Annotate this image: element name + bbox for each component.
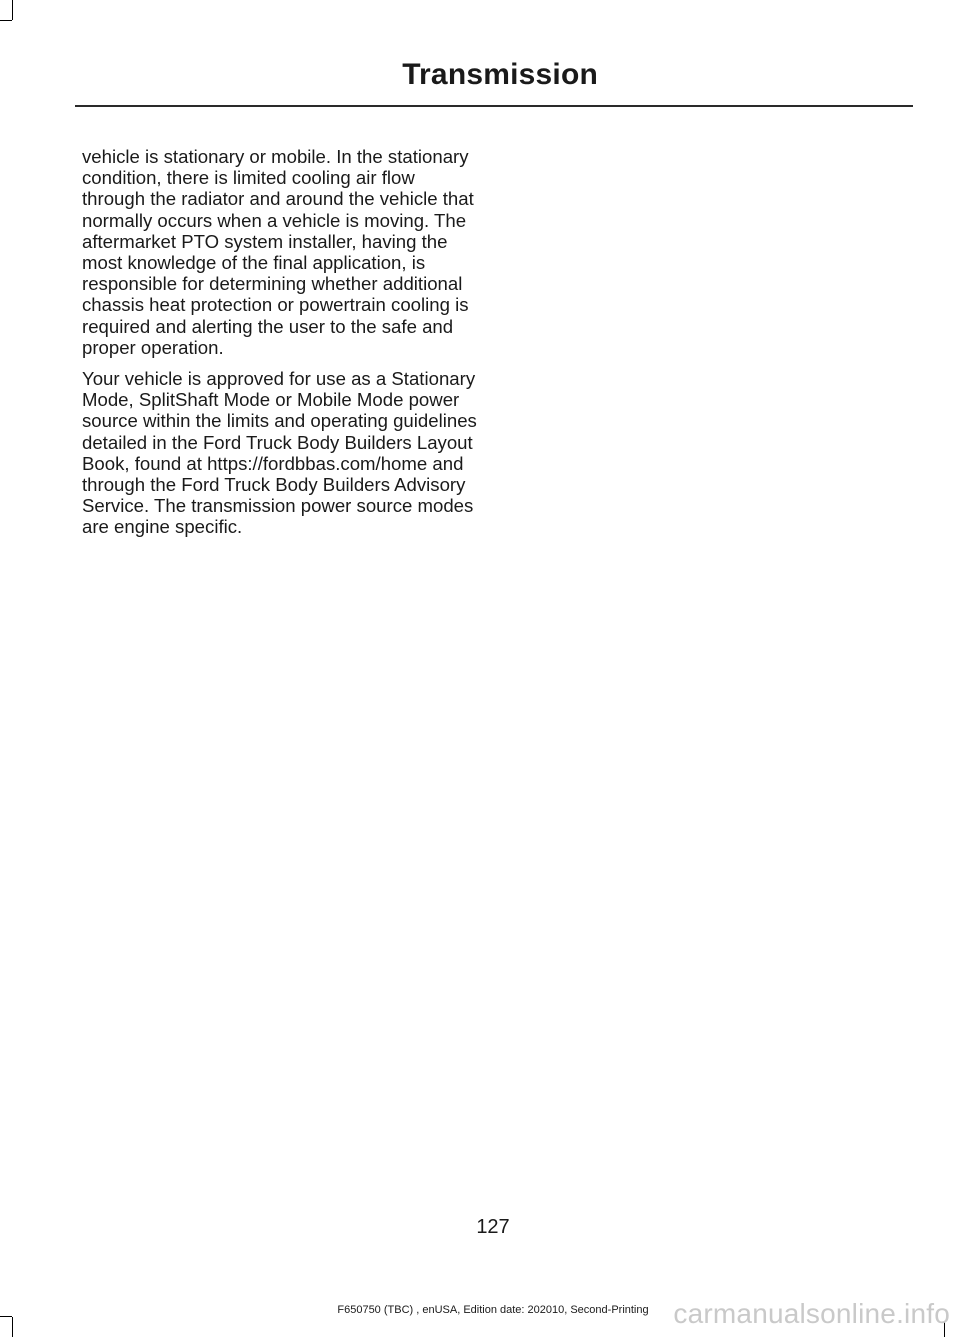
- page-number: 127: [476, 1216, 510, 1238]
- watermark: carmanualsonline.info: [673, 1298, 950, 1329]
- crop-mark-bottom-left-vertical: [12, 1317, 13, 1337]
- crop-mark-top-left-horizontal: [0, 20, 12, 21]
- paragraph: vehicle is stationary or mobile. In the stationary condition, there is limited cooling air flow through the radiator and around the vehicle that normally occurs when a vehicle is moving. The aftermarket PTO system installer, having the most knowledge of the final application, is responsible for determining whether additional chassis heat protection or powertrain cooling is required and alerting the user to the safe and proper operation.: [82, 146, 474, 358]
- header-rule: [75, 105, 913, 107]
- paragraph: Your vehicle is approved for use as a Stationary Mode, SplitShaft Mode or Mobile Mode power source within the limits and operating guidelines detailed in the Ford Truck Body Builders Layout Book, found at https://fordbbas.com/home and through the Ford Truck Body Builders Advisory Service. The transmission power source modes are engine specific.: [82, 368, 477, 538]
- crop-mark-bottom-left-horizontal: [0, 1316, 12, 1317]
- edition-footer: F650750 (TBC) , enUSA, Edition date: 202010, Second-Printing: [337, 1304, 649, 1316]
- crop-mark-top-left-vertical: [12, 0, 13, 20]
- page-title: Transmission: [402, 58, 598, 91]
- body-text: [82, 146, 478, 548]
